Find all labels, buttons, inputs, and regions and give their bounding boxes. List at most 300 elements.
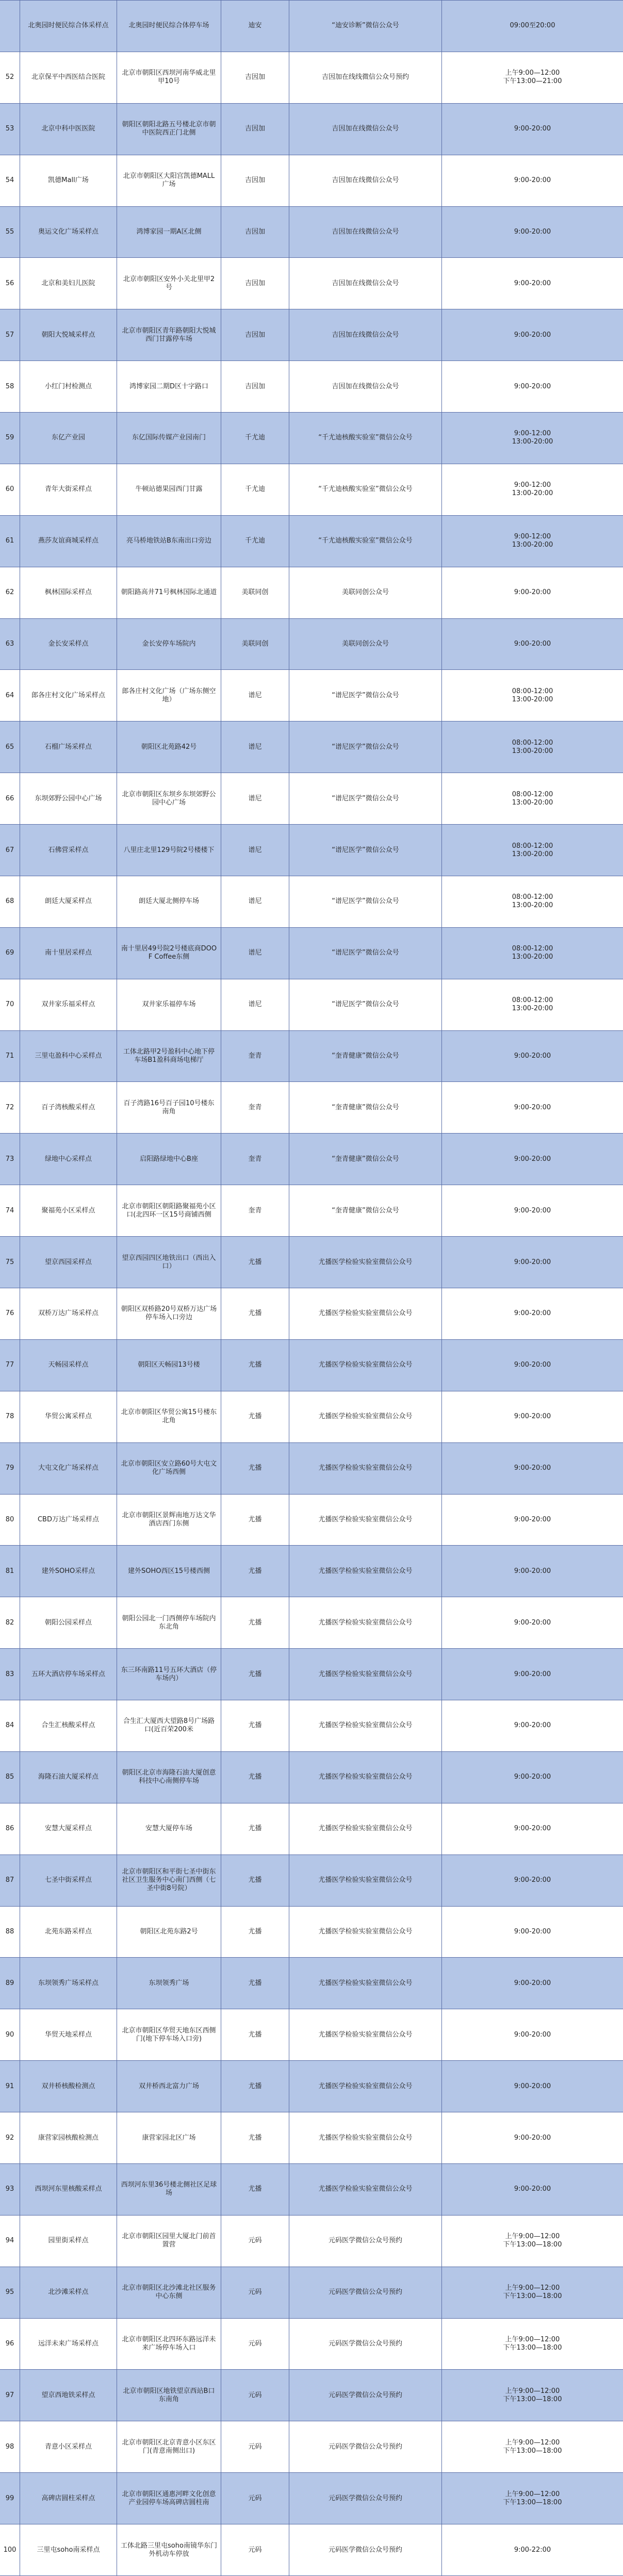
site-name-cell: 建外SOHO采样点 bbox=[20, 1546, 117, 1597]
table-row bbox=[0, 1907, 623, 1958]
row-number-cell: 71 bbox=[5, 1052, 14, 1060]
testing-org-cell: 尤播 bbox=[221, 1340, 289, 1391]
testing-org-cell: 吉因加 bbox=[221, 104, 289, 155]
booking-channel-cell: 尤播医学检验实验室微信公众号 bbox=[289, 1958, 441, 2009]
site-address-cell: 合生汇大厦西大望路8号广场路口(近百荣200米 bbox=[117, 1700, 221, 1751]
row-number-cell: 77 bbox=[5, 1361, 14, 1369]
booking-channel-cell: 吉因加在线微信公众号 bbox=[289, 155, 441, 206]
site-name-cell: 朗廷大厦采样点 bbox=[20, 876, 117, 927]
table-row bbox=[0, 825, 623, 876]
site-name-cell: 金长安采样点 bbox=[20, 619, 117, 670]
row-number-cell: 72 bbox=[5, 1103, 14, 1111]
service-hours-cell: 08:00-12:00 13:00-20:00 bbox=[441, 928, 623, 979]
booking-channel-cell: 尤播医学检验实验室微信公众号 bbox=[289, 2164, 441, 2215]
table-row bbox=[0, 1700, 623, 1752]
booking-channel-cell: 元码医学微信公众号预约 bbox=[289, 2216, 441, 2267]
service-hours-cell: 9:00-20:00 bbox=[441, 2164, 623, 2215]
testing-org-cell: 尤播 bbox=[221, 2009, 289, 2060]
booking-channel-cell: 尤播医学检验实验室微信公众号 bbox=[289, 1495, 441, 1546]
row-number-cell bbox=[0, 1, 20, 52]
site-name-cell: 北苑东路采样点 bbox=[20, 1907, 117, 1958]
site-address-cell: 亮马桥地铁站B东南出口旁边 bbox=[117, 516, 221, 567]
site-name-cell: 南十里居采样点 bbox=[20, 928, 117, 979]
testing-org-cell: 尤播 bbox=[221, 1597, 289, 1648]
testing-org-cell: 谱尼 bbox=[221, 721, 289, 773]
row-number-cell: 58 bbox=[5, 382, 14, 390]
testing-org-cell: 尤播 bbox=[221, 2164, 289, 2215]
testing-org-cell: 尤播 bbox=[221, 1495, 289, 1546]
table-row bbox=[0, 413, 623, 464]
booking-channel-cell: 尤播医学检验实验室微信公众号 bbox=[289, 1700, 441, 1751]
testing-org-cell: 吉因加 bbox=[221, 309, 289, 360]
row-number-cell: 79 bbox=[5, 1464, 14, 1472]
testing-org-cell: 迪安 bbox=[221, 1, 289, 52]
booking-channel-cell: 尤播医学检验实验室微信公众号 bbox=[289, 1649, 441, 1700]
table-row bbox=[0, 2524, 623, 2576]
row-number-cell: 84 bbox=[5, 1721, 14, 1730]
booking-channel-cell: 尤播医学检验实验室微信公众号 bbox=[289, 1443, 441, 1494]
row-number-cell: 78 bbox=[5, 1413, 14, 1421]
service-hours-cell: 9:00-20:00 bbox=[441, 2061, 623, 2112]
booking-channel-cell: 尤播医学检验实验室微信公众号 bbox=[289, 2061, 441, 2112]
site-name-cell: 七圣中街采样点 bbox=[20, 1855, 117, 1906]
table-row bbox=[0, 721, 623, 773]
site-name-cell: 燕莎友谊商城采样点 bbox=[20, 516, 117, 567]
booking-channel-cell: “谱尼医学”微信公众号 bbox=[289, 928, 441, 979]
booking-channel-cell: 元码医学微信公众号预约 bbox=[289, 2421, 441, 2472]
testing-org-cell: 千尤迪 bbox=[221, 413, 289, 464]
site-name-cell: 双井桥核酸检测点 bbox=[20, 2061, 117, 2112]
table-row bbox=[0, 1185, 623, 1237]
service-hours-cell: 9:00-20:00 bbox=[441, 1185, 623, 1236]
site-name-cell: 凯德Mall广场 bbox=[20, 155, 117, 206]
testing-org-cell: 尤播 bbox=[221, 1907, 289, 1958]
site-name-cell: 双井家乐福采样点 bbox=[20, 979, 117, 1030]
site-address-cell: 北京市朝阳区地铁望京西站B口东南角 bbox=[117, 2370, 221, 2421]
table-row bbox=[0, 464, 623, 516]
booking-channel-cell: “千尤迪核酸实验室”微信公众号 bbox=[289, 413, 441, 464]
service-hours-cell: 9:00-20:00 bbox=[441, 1495, 623, 1546]
booking-channel-cell: 尤播医学检验实验室微信公众号 bbox=[289, 1391, 441, 1442]
row-number-cell: 83 bbox=[5, 1670, 14, 1678]
table-row bbox=[0, 1443, 623, 1495]
site-name-cell: 华贸公寓采样点 bbox=[20, 1391, 117, 1442]
site-address-cell: 朝阳路高井71号枫林国际北通道 bbox=[117, 567, 221, 618]
site-address-cell: 朗廷大厦北侧停车场 bbox=[117, 876, 221, 927]
row-number-cell: 64 bbox=[5, 691, 14, 699]
row-number-cell: 90 bbox=[5, 2030, 14, 2039]
table-row bbox=[0, 2061, 623, 2112]
service-hours-cell: 9:00-20:00 bbox=[441, 1340, 623, 1391]
site-address-cell: 鸿博家园二期D区十字路口 bbox=[117, 361, 221, 412]
testing-org-cell: 谱尼 bbox=[221, 773, 289, 824]
site-name-cell: 北沙滩采样点 bbox=[20, 2267, 117, 2318]
table-row bbox=[0, 1134, 623, 1185]
service-hours-cell: 9:00-20:00 bbox=[441, 1391, 623, 1442]
row-number-cell: 91 bbox=[5, 2082, 14, 2090]
booking-channel-cell: “奎青健康”微信公众号 bbox=[289, 1185, 441, 1236]
booking-channel-cell: “迪安诊断”微信公众号 bbox=[289, 1, 441, 52]
site-name-cell: 高碑店圆柱采样点 bbox=[20, 2473, 117, 2524]
site-address-cell: 北京市朝阳区北京青意小区东区门(青意南侧出口) bbox=[117, 2421, 221, 2472]
row-number-cell: 66 bbox=[5, 794, 14, 802]
site-name-cell: 望京西地铁采样点 bbox=[20, 2370, 117, 2421]
booking-channel-cell: 尤播医学检验实验室微信公众号 bbox=[289, 1803, 441, 1855]
testing-org-cell: 尤播 bbox=[221, 2112, 289, 2163]
table-row bbox=[0, 979, 623, 1031]
service-hours-cell: 9:00-20:00 bbox=[441, 1907, 623, 1958]
service-hours-cell: 9:00-20:00 bbox=[441, 309, 623, 360]
row-number-cell: 57 bbox=[5, 331, 14, 339]
site-name-cell: 三里屯soho南采样点 bbox=[20, 2524, 117, 2575]
row-number-cell: 96 bbox=[5, 2340, 14, 2348]
testing-org-cell: 尤播 bbox=[221, 1752, 289, 1803]
service-hours-cell: 08:00-12:00 13:00-20:00 bbox=[441, 773, 623, 824]
testing-org-cell: 谱尼 bbox=[221, 979, 289, 1030]
row-number-cell: 98 bbox=[5, 2442, 14, 2451]
site-name-cell: 三里屯盈科中心采样点 bbox=[20, 1031, 117, 1082]
booking-channel-cell: “谱尼医学”微信公众号 bbox=[289, 979, 441, 1030]
row-number-cell: 92 bbox=[5, 2134, 14, 2142]
table-row bbox=[0, 773, 623, 825]
site-name-cell: 望京西园采样点 bbox=[20, 1237, 117, 1288]
site-name-cell: 远洋未来广场采样点 bbox=[20, 2319, 117, 2370]
service-hours-cell: 09:00至20:00 bbox=[441, 1, 623, 52]
testing-org-cell: 谱尼 bbox=[221, 928, 289, 979]
table-row bbox=[0, 1803, 623, 1855]
service-hours-cell: 9:00-20:00 bbox=[441, 1803, 623, 1855]
booking-channel-cell: “奎青健康”微信公众号 bbox=[289, 1134, 441, 1185]
row-number-cell: 70 bbox=[5, 1000, 14, 1009]
service-hours-cell: 9:00-20:00 bbox=[441, 1649, 623, 1700]
testing-org-cell: 吉因加 bbox=[221, 361, 289, 412]
service-hours-cell: 08:00-12:00 13:00-20:00 bbox=[441, 721, 623, 773]
testing-org-cell: 元码 bbox=[221, 2473, 289, 2524]
table-row bbox=[0, 2009, 623, 2061]
site-address-cell: 北京市朝阳区景辉南地万达文华酒店西门东侧 bbox=[117, 1495, 221, 1546]
booking-channel-cell: 尤播医学检验实验室微信公众号 bbox=[289, 1340, 441, 1391]
site-address-cell: 工体北路三里屯soho南镜华东门外机动车停放 bbox=[117, 2524, 221, 2575]
site-name-cell: 天畅园采样点 bbox=[20, 1340, 117, 1391]
table-row bbox=[0, 2216, 623, 2267]
table-row bbox=[0, 1, 623, 52]
testing-org-cell: 元码 bbox=[221, 2524, 289, 2575]
row-number-cell: 81 bbox=[5, 1567, 14, 1575]
testing-org-cell: 吉因加 bbox=[221, 155, 289, 206]
service-hours-cell: 9:00-20:00 bbox=[441, 1958, 623, 2009]
site-address-cell: 双井桥西北富力广场 bbox=[117, 2061, 221, 2112]
testing-org-cell: 美联同创 bbox=[221, 567, 289, 618]
row-number-cell: 86 bbox=[5, 1825, 14, 1833]
table-row bbox=[0, 1340, 623, 1391]
site-name-cell: 朝阳公园采样点 bbox=[20, 1597, 117, 1648]
site-address-cell: 北京市朝阳区和平街七圣中街东社区卫生服务中心南门西侧（七圣中街8号院） bbox=[117, 1855, 221, 1906]
site-name-cell: 青意小区采样点 bbox=[20, 2421, 117, 2472]
service-hours-cell: 9:00-12:00 13:00-20:00 bbox=[441, 413, 623, 464]
booking-channel-cell: “千尤迪核酸实验室”微信公众号 bbox=[289, 464, 441, 515]
table-row bbox=[0, 1288, 623, 1340]
site-name-cell: 东亿产业园 bbox=[20, 413, 117, 464]
table-row bbox=[0, 1752, 623, 1803]
site-address-cell: 牛顿站德果园西门甘露 bbox=[117, 464, 221, 515]
booking-channel-cell: 尤播医学检验实验室微信公众号 bbox=[289, 1855, 441, 1906]
testing-org-cell: 千尤迪 bbox=[221, 464, 289, 515]
service-hours-cell: 9:00-20:00 bbox=[441, 1546, 623, 1597]
row-number-cell: 76 bbox=[5, 1309, 14, 1318]
table-row bbox=[0, 1031, 623, 1082]
row-number-cell: 75 bbox=[5, 1258, 14, 1266]
site-address-cell: 启阳路绿地中心B座 bbox=[117, 1134, 221, 1185]
site-name-cell: 北京中科中医医院 bbox=[20, 104, 117, 155]
testing-org-cell: 谱尼 bbox=[221, 825, 289, 876]
site-address-cell: 东三环南路11号五环大酒店（停车场内） bbox=[117, 1649, 221, 1700]
service-hours-cell: 9:00-20:00 bbox=[441, 619, 623, 670]
booking-channel-cell: “谱尼医学”微信公众号 bbox=[289, 721, 441, 773]
table-row bbox=[0, 1855, 623, 1907]
table-row bbox=[0, 104, 623, 155]
site-address-cell: 北京市朝阳区东坝乡东坝郊野公园中心广场 bbox=[117, 773, 221, 824]
service-hours-cell: 9:00-20:00 bbox=[441, 2112, 623, 2163]
testing-org-cell: 吉因加 bbox=[221, 52, 289, 103]
site-address-cell: 北京市朝阳区华贸天地东区西侧门(地下停车场入口旁) bbox=[117, 2009, 221, 2060]
booking-channel-cell: 吉因加在线微信公众号 bbox=[289, 104, 441, 155]
row-number-cell: 69 bbox=[5, 949, 14, 957]
site-address-cell: 南十里居49号院2号楼底商DOOF Coffee东侧 bbox=[117, 928, 221, 979]
site-name-cell: 康营家园核酸检测点 bbox=[20, 2112, 117, 2163]
booking-channel-cell: “谱尼医学”微信公众号 bbox=[289, 670, 441, 721]
table-row bbox=[0, 2164, 623, 2216]
row-number-cell: 74 bbox=[5, 1206, 14, 1215]
site-name-cell: 石佛营采样点 bbox=[20, 825, 117, 876]
site-name-cell: 北京保平中西医结合医院 bbox=[20, 52, 117, 103]
testing-org-cell: 吉因加 bbox=[221, 207, 289, 258]
booking-channel-cell: 吉因加在线微信公众号 bbox=[289, 207, 441, 258]
service-hours-cell: 9:00-20:00 bbox=[441, 2009, 623, 2060]
booking-channel-cell: 元码医学微信公众号预约 bbox=[289, 2319, 441, 2370]
table-row bbox=[0, 2319, 623, 2370]
table-row bbox=[0, 1546, 623, 1597]
row-number-cell: 60 bbox=[5, 485, 14, 494]
row-number-cell: 87 bbox=[5, 1876, 14, 1884]
site-name-cell: 聚福苑小区采样点 bbox=[20, 1185, 117, 1236]
table-row bbox=[0, 52, 623, 104]
service-hours-cell: 08:00-12:00 13:00-20:00 bbox=[441, 825, 623, 876]
table-row bbox=[0, 1495, 623, 1546]
site-address-cell: 朝阳区双桥路20号双桥万达广场停车场入口旁边 bbox=[117, 1288, 221, 1339]
row-number-cell: 59 bbox=[5, 434, 14, 442]
row-number-cell: 95 bbox=[5, 2288, 14, 2296]
table-row bbox=[0, 2421, 623, 2473]
service-hours-cell: 上午9:00—12:00 下午13:00—21:00 bbox=[441, 52, 623, 103]
site-name-cell: 海隆石油大厦采样点 bbox=[20, 1752, 117, 1803]
table-row bbox=[0, 258, 623, 309]
testing-org-cell: 尤播 bbox=[221, 1649, 289, 1700]
site-address-cell: 北京市朝阳区安外小关北里甲2号 bbox=[117, 258, 221, 309]
service-hours-cell: 上午9:00—12:00 下午13:00—18:00 bbox=[441, 2319, 623, 2370]
testing-org-cell: 尤播 bbox=[221, 1958, 289, 2009]
row-number-cell: 54 bbox=[5, 176, 14, 185]
row-number-cell: 80 bbox=[5, 1515, 14, 1523]
testing-org-cell: 元码 bbox=[221, 2370, 289, 2421]
testing-org-cell: 元码 bbox=[221, 2267, 289, 2318]
site-name-cell: 奥运文化广场采样点 bbox=[20, 207, 117, 258]
booking-channel-cell: 尤播医学检验实验室微信公众号 bbox=[289, 2009, 441, 2060]
testing-org-cell: 奎青 bbox=[221, 1185, 289, 1236]
site-address-cell: 北京市朝阳区安立路60号大屯文化广场西侧 bbox=[117, 1443, 221, 1494]
testing-org-cell: 尤播 bbox=[221, 1546, 289, 1597]
site-name-cell: 安慧大厦采样点 bbox=[20, 1803, 117, 1855]
service-hours-cell: 9:00-20:00 bbox=[441, 1134, 623, 1185]
site-name-cell: 百子湾核酸采样点 bbox=[20, 1082, 117, 1133]
row-number-cell: 52 bbox=[5, 73, 14, 81]
table-row bbox=[0, 361, 623, 413]
row-number-cell: 53 bbox=[5, 125, 14, 133]
site-address-cell: 朝阳区北苑路42号 bbox=[117, 721, 221, 773]
site-address-cell: 北奥园时便民综合体停车场 bbox=[117, 1, 221, 52]
service-hours-cell: 9:00-20:00 bbox=[441, 1700, 623, 1751]
table-row bbox=[0, 2370, 623, 2421]
table-row bbox=[0, 207, 623, 258]
service-hours-cell: 08:00-12:00 13:00-20:00 bbox=[441, 979, 623, 1030]
site-address-cell: 北京市朝阳区华贸公寓15号楼东北角 bbox=[117, 1391, 221, 1442]
service-hours-cell: 08:00-12:00 13:00-20:00 bbox=[441, 876, 623, 927]
testing-org-cell: 千尤迪 bbox=[221, 516, 289, 567]
booking-channel-cell: 尤播医学检验实验室微信公众号 bbox=[289, 1752, 441, 1803]
site-name-cell: 北京和美妇儿医院 bbox=[20, 258, 117, 309]
row-number-cell: 100 bbox=[3, 2546, 17, 2554]
booking-channel-cell: 美联同创公众号 bbox=[289, 619, 441, 670]
site-address-cell: 北京市朝阳区北沙滩北社区服务中心东侧 bbox=[117, 2267, 221, 2318]
table-row bbox=[0, 1237, 623, 1288]
row-number-cell: 89 bbox=[5, 1979, 14, 1987]
row-number-cell: 93 bbox=[5, 2185, 14, 2193]
table-row bbox=[0, 516, 623, 567]
site-address-cell: 双井家乐福停车场 bbox=[117, 979, 221, 1030]
service-hours-cell: 9:00-20:00 bbox=[441, 1855, 623, 1906]
row-number-cell: 56 bbox=[5, 279, 14, 287]
testing-org-cell: 元码 bbox=[221, 2421, 289, 2472]
table-row bbox=[0, 1597, 623, 1649]
site-address-cell: 北京市朝阳区大阳宫凯德MALL广场 bbox=[117, 155, 221, 206]
site-address-cell: 北京市朝阳区青年路朝阳大悦城西门甘露停车场 bbox=[117, 309, 221, 360]
row-number-cell: 88 bbox=[5, 1927, 14, 1935]
testing-org-cell: 谱尼 bbox=[221, 670, 289, 721]
service-hours-cell: 08:00-12:00 13:00-20:00 bbox=[441, 670, 623, 721]
booking-channel-cell: “奎青健康”微信公众号 bbox=[289, 1082, 441, 1133]
testing-org-cell: 尤播 bbox=[221, 1443, 289, 1494]
service-hours-cell: 上午9:00—12:00 下午13:00—18:00 bbox=[441, 2216, 623, 2267]
row-number-cell: 99 bbox=[5, 2494, 14, 2502]
table-row bbox=[0, 155, 623, 207]
row-number-cell: 68 bbox=[5, 897, 14, 906]
row-number-cell: 82 bbox=[5, 1618, 14, 1627]
site-address-cell: 建外SOHO西区15号楼西侧 bbox=[117, 1546, 221, 1597]
booking-channel-cell: “千尤迪核酸实验室”微信公众号 bbox=[289, 516, 441, 567]
service-hours-cell: 9:00-20:00 bbox=[441, 1597, 623, 1648]
service-hours-cell: 上午9:00—12:00 下午13:00—18:00 bbox=[441, 2370, 623, 2421]
row-number-cell: 65 bbox=[5, 743, 14, 751]
table-row bbox=[0, 928, 623, 979]
table-row bbox=[0, 1649, 623, 1700]
service-hours-cell: 9:00-20:00 bbox=[441, 1752, 623, 1803]
table-row bbox=[0, 2267, 623, 2319]
row-number-cell: 55 bbox=[5, 227, 14, 236]
service-hours-cell: 上午9:00—12:00 下午13:00—18:00 bbox=[441, 2421, 623, 2472]
site-name-cell: 朝阳大悦城采样点 bbox=[20, 309, 117, 360]
table-row bbox=[0, 876, 623, 928]
booking-channel-cell: 元码医学微信公众号预约 bbox=[289, 2267, 441, 2318]
site-name-cell: 华贸天地采样点 bbox=[20, 2009, 117, 2060]
booking-channel-cell: “谱尼医学”微信公众号 bbox=[289, 773, 441, 824]
service-hours-cell: 9:00-20:00 bbox=[441, 1082, 623, 1133]
row-number-cell: 63 bbox=[5, 639, 14, 648]
booking-channel-cell: “谱尼医学”微信公众号 bbox=[289, 876, 441, 927]
testing-org-cell: 尤播 bbox=[221, 1237, 289, 1288]
table-row bbox=[0, 1958, 623, 2009]
service-hours-cell: 9:00-20:00 bbox=[441, 155, 623, 206]
table-row bbox=[0, 2112, 623, 2164]
service-hours-cell: 9:00-12:00 13:00-20:00 bbox=[441, 464, 623, 515]
booking-channel-cell: 尤播医学检验实验室微信公众号 bbox=[289, 1288, 441, 1339]
site-address-cell: 八里庄北里129号院2号楼楼下 bbox=[117, 825, 221, 876]
service-hours-cell: 9:00-20:00 bbox=[441, 361, 623, 412]
booking-channel-cell: 尤播医学检验实验室微信公众号 bbox=[289, 1907, 441, 1958]
site-address-cell: 金长安停车场院内 bbox=[117, 619, 221, 670]
testing-org-cell: 奎青 bbox=[221, 1031, 289, 1082]
table-row bbox=[0, 670, 623, 721]
site-name-cell: 小红门村检测点 bbox=[20, 361, 117, 412]
site-name-cell: 园里街采样点 bbox=[20, 2216, 117, 2267]
table-row bbox=[0, 567, 623, 619]
booking-channel-cell: 吉因加在线微信公众号 bbox=[289, 258, 441, 309]
service-hours-cell: 9:00-22:00 bbox=[441, 2524, 623, 2575]
site-name-cell: 西坝河东里核酸采样点 bbox=[20, 2164, 117, 2215]
site-address-cell: 朝阳区朝阳北路五号楼北京市朝中医院西正门北侧 bbox=[117, 104, 221, 155]
service-hours-cell: 9:00-20:00 bbox=[441, 1443, 623, 1494]
booking-channel-cell: 尤播医学检验实验室微信公众号 bbox=[289, 1597, 441, 1648]
site-address-cell: 北京市朝阳区西坝河南华威北里甲10号 bbox=[117, 52, 221, 103]
site-address-cell: 东亿国际传媒产业园南门 bbox=[117, 413, 221, 464]
booking-channel-cell: 元码医学微信公众号预约 bbox=[289, 2473, 441, 2524]
booking-channel-cell: 尤播医学检验实验室微信公众号 bbox=[289, 1237, 441, 1288]
service-hours-cell: 9:00-20:00 bbox=[441, 207, 623, 258]
site-name-cell: 石榴广场采样点 bbox=[20, 721, 117, 773]
service-hours-cell: 上午9:00—12:00 下午13:00—18:00 bbox=[441, 2267, 623, 2318]
site-address-cell: 郎各庄村文化广场（广场东侧空地） bbox=[117, 670, 221, 721]
booking-channel-cell: 美联同创公众号 bbox=[289, 567, 441, 618]
booking-channel-cell: 元码医学微信公众号预约 bbox=[289, 2370, 441, 2421]
site-name-cell: 双桥万达广场采样点 bbox=[20, 1288, 117, 1339]
site-address-cell: 朝阳区天畅园13号楼 bbox=[117, 1340, 221, 1391]
booking-channel-cell: 吉因加在线微信公众号 bbox=[289, 361, 441, 412]
booking-channel-cell: 吉因加在线微信公众号 bbox=[289, 309, 441, 360]
testing-org-cell: 尤播 bbox=[221, 1391, 289, 1442]
service-hours-cell: 9:00-20:00 bbox=[441, 1237, 623, 1288]
site-address-cell: 安慧大厦停车场 bbox=[117, 1803, 221, 1855]
site-name-cell: 东坝领秀广场采样点 bbox=[20, 1958, 117, 2009]
site-address-cell: 朝阳公园北一门西侧停车场院内东北角 bbox=[117, 1597, 221, 1648]
site-name-cell: 枫林国际采样点 bbox=[20, 567, 117, 618]
service-hours-cell: 9:00-12:00 13:00-20:00 bbox=[441, 516, 623, 567]
site-address-cell: 西坝河东里36号楼北侧社区足球场 bbox=[117, 2164, 221, 2215]
testing-org-cell: 尤播 bbox=[221, 1288, 289, 1339]
testing-org-cell: 奎青 bbox=[221, 1082, 289, 1133]
testing-org-cell: 元码 bbox=[221, 2319, 289, 2370]
service-hours-cell: 9:00-20:00 bbox=[441, 258, 623, 309]
site-address-cell: 康营家园北区广场 bbox=[117, 2112, 221, 2163]
site-name-cell: 五环大酒店停车场采样点 bbox=[20, 1649, 117, 1700]
site-address-cell: 北京市朝阳区北四环东路远洋未来广场停车场入口 bbox=[117, 2319, 221, 2370]
